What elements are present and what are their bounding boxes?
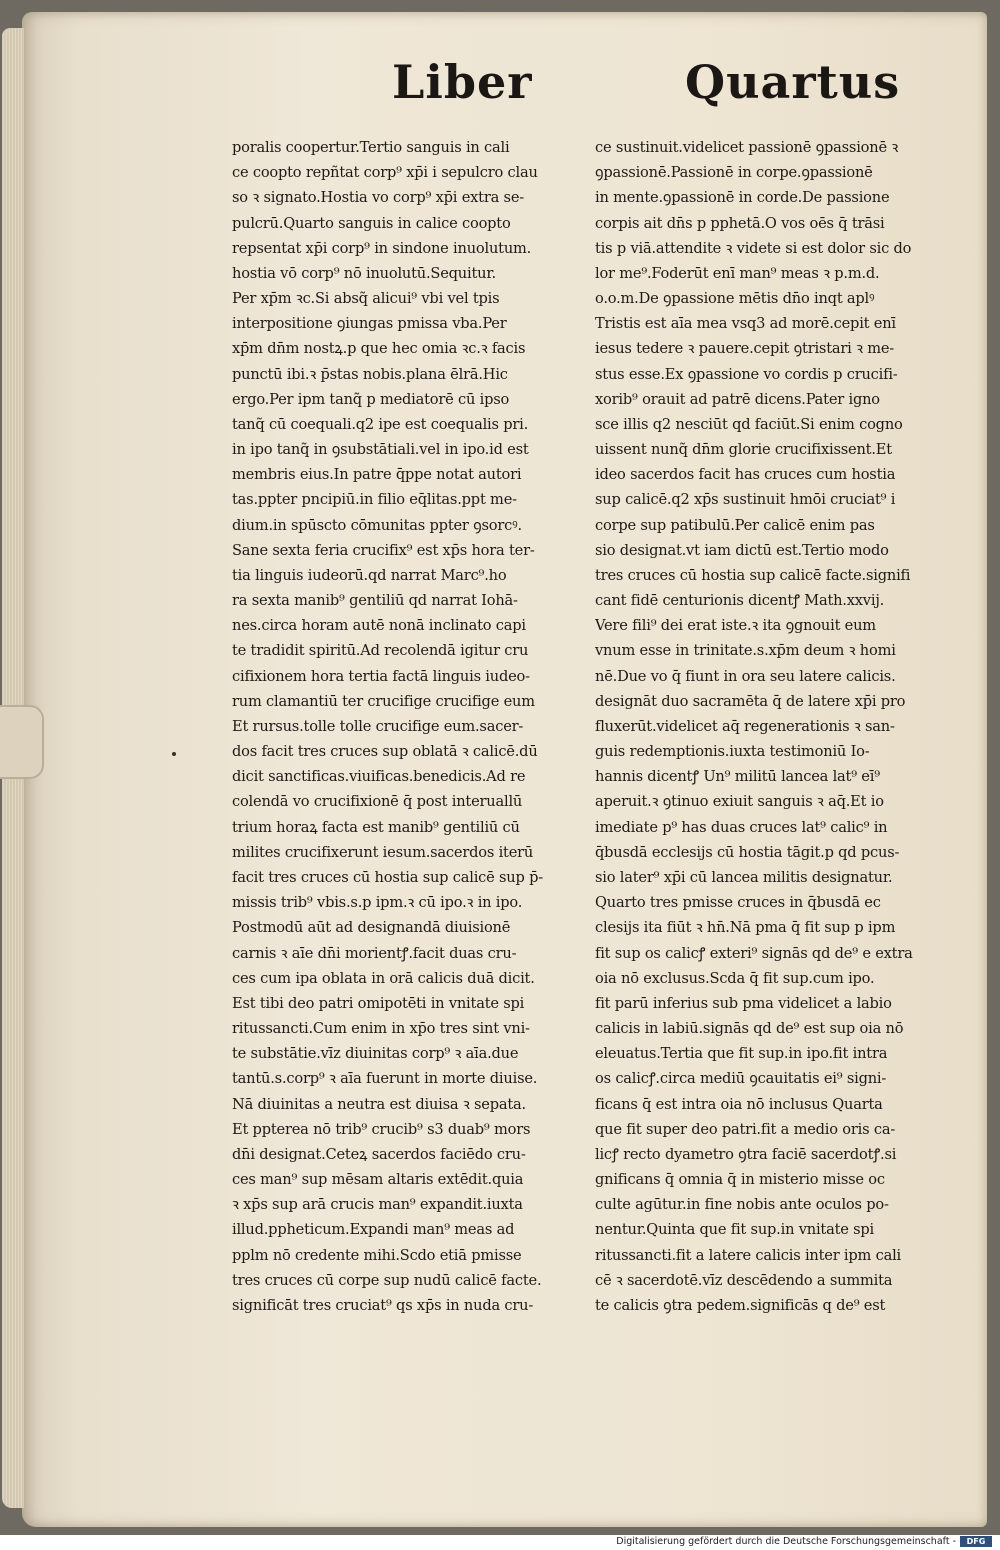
footer-credit: Digitalisierung gefördert durch die Deutsche Forschungsgemeinschaft - [616, 1536, 956, 1547]
text-line: stus esse.Ex ꝯpassione vo cordis p crucifi- [595, 365, 898, 383]
text-line: nentur.Quinta que fit sup.in vnitate spi [595, 1221, 875, 1239]
text-line: pulcrū.Quarto sanguis in calice coopto [232, 214, 511, 232]
text-line: ra sexta manib⁹ gentiliū qd narrat Iohā- [232, 592, 518, 610]
text-line: que fit super deo patri.fit a medio oris ca- [595, 1120, 896, 1138]
text-line: ꝛ xp̄s sup arā crucis man⁹ expandit.iuxta [232, 1196, 523, 1214]
text-line: ficans q̄ est intra oia nō inclusus Quarta [595, 1095, 883, 1113]
text-line: cant fidē centurionis dicentꝭ Math.xxvij. [595, 592, 885, 610]
text-line: tas.ppter pncipiū.in filio eq̄litas.ppt me- [232, 491, 517, 509]
text-line: tantū.s.corp⁹ ꝛ aīa fuerunt in morte diuise. [232, 1070, 538, 1088]
text-line: uissent nunq̃ dn̄m glorie crucifixissent.Et [595, 441, 892, 459]
text-line: te substātie.vīz diuinitas corp⁹ ꝛ aīa.due [232, 1045, 519, 1063]
text-line: xorib⁹ orauit ad patrē dicens.Pater igno [595, 390, 880, 408]
text-line: nes.circa horam autē nonā inclinato capi [232, 617, 526, 635]
text-line: te tradidit spiritū.Ad recolendā igitur cru [232, 642, 529, 660]
text-line: ce sustinuit.videlicet passionē ꝯpassionē ꝛ [595, 139, 899, 156]
text-line: Est tibi deo patri omipotēti in vnitate spi [232, 994, 525, 1012]
text-line: tres cruces cū corpe sup nudū calicē facte. [232, 1271, 542, 1289]
text-line: Et ppterea nō trib⁹ crucib⁹ s3 duab⁹ mors [232, 1120, 531, 1138]
ink-speck [172, 752, 176, 756]
text-line: sio later⁹ xp̄i cū lancea militis designatur. [595, 868, 893, 886]
text-line: te calicis ꝯtra pedem.significās q de⁹ est [595, 1296, 886, 1314]
text-line: tres cruces cū hostia sup calicē facte.signifi [595, 566, 911, 584]
text-line: Postmodū aūt ad designandā diuisionē [232, 919, 511, 937]
text-line: iesus tedere ꝛ pauere.cepit ꝯtristari ꝛ me- [595, 340, 895, 358]
running-head [0, 55, 1000, 125]
running-head-right: Quartus [685, 55, 901, 109]
text-line: corpis ait dn̄s p pphetā.O vos oēs q̄ trāsi [595, 214, 885, 232]
text-line: missis trib⁹ vbis.s.p ipm.ꝛ cū ipo.ꝛ in ipo. [232, 894, 523, 912]
text-line: xp̄m dn̄m nostꝝ.p que hec omia ꝛc.ꝛ facis [232, 340, 526, 358]
text-line: sio designat.vt iam dictū est.Tertio modo [595, 541, 889, 559]
text-line: ritussancti.Cum enim in xp̄o tres sint vni- [232, 1020, 530, 1038]
text-line: q̄busdā ecclesijs cū hostia tāgit.p qd pcus- [595, 843, 900, 861]
text-line: aperuit.ꝛ ꝯtinuo exiuit sanguis ꝛ aq̄.Et io [595, 793, 884, 811]
text-line: culte agūtur.in fine nobis ante oculos po- [595, 1196, 889, 1214]
text-line: poralis coopertur.Tertio sanguis in cali [232, 139, 510, 156]
text-line: in ipo tanq̃ in ꝯsubstātiali.vel in ipo.id est [232, 441, 529, 459]
dfg-logo: DFG [960, 1536, 992, 1547]
text-line: significāt tres cruciat⁹ qs xp̄s in nuda cru- [232, 1296, 534, 1314]
text-line: so ꝛ signato.Hostia vo corp⁹ xp̄i extra se- [232, 189, 524, 207]
text-line: dos facit tres cruces sup oblatā ꝛ calicē.dū [232, 743, 538, 761]
text-line: sup calicē.q2 xp̄s sustinuit hmōi cruciat⁹ i [595, 491, 896, 509]
text-line: ces cum ipa oblata in orā calicis duā dicit. [232, 969, 535, 987]
text-line: gnificans q̄ omnia q̄ in misterio misse oc [595, 1171, 885, 1189]
text-line: clesijs ita fiūt ꝛ hn̄.Nā pma q̄ fit sup p ipm [595, 919, 896, 937]
text-line: punctū ibi.ꝛ p̄stas nobis.plana ēlrā.Hic [232, 365, 508, 383]
text-line: fit parū inferius sub pma videlicet a labio [595, 994, 892, 1012]
text-line: guis redemptionis.iuxta testimoniū Io- [595, 743, 870, 761]
text-line: os calicꝭ.circa mediū ꝯcauitatis ei⁹ signi- [595, 1070, 887, 1088]
text-line: eleuatus.Tertia que fit sup.in ipo.fit intra [595, 1045, 888, 1063]
text-line: dicit sanctificas.viuificas.benedicis.Ad re [232, 768, 526, 786]
text-line: licꝭ recto dyametro ꝯtra faciē sacerdotꝭ.si [595, 1145, 897, 1163]
text-line: ritussancti.fit a latere calicis inter ipm cali [595, 1246, 902, 1264]
text-line: calicis in labiū.signās qd de⁹ est sup oia nō [595, 1020, 904, 1038]
text-line: trium horaꝝ facta est manib⁹ gentiliū cū [232, 818, 520, 836]
text-line: hannis dicentꝭ Un⁹ militū lancea lat⁹ eī⁹ [595, 768, 880, 786]
text-line: ergo.Per ipm tanq̃ p mediatorē cū ipso [232, 390, 510, 408]
text-line: ꝯpassionē.Passionē in corpe.ꝯpassionē [595, 164, 873, 182]
running-head-left: Liber [392, 55, 533, 109]
text-line: rum clamantiū ter crucifige crucifige eum [232, 692, 535, 710]
text-line: ce coopto repñtat corp⁹ xp̄i i sepulcro clau [232, 164, 538, 182]
text-line: tia linguis iudeorū.qd narrat Marc⁹.ho [232, 566, 507, 584]
text-line: Per xp̄m ꝛc.Si absq̃ alicui⁹ vbi vel tpis [232, 290, 500, 308]
text-column-right [595, 135, 965, 1318]
text-line: Tristis est aīa mea vsq3 ad morē.cepit enī [595, 315, 896, 333]
text-line: dn̄i designat.Ceteꝝ sacerdos faciēdo cru- [232, 1145, 526, 1163]
text-line: cifixionem hora tertia factā linguis iudeo- [232, 667, 530, 685]
text-line: o.o.m.De ꝯpassione mētis dn̄o inqt aplꝰ [595, 290, 875, 308]
text-line: fit sup os calicꝭ exteri⁹ signās qd de⁹ e extra [595, 944, 913, 962]
text-line: carnis ꝛ aīe dn̄i morientꝭ.facit duas cru- [232, 944, 517, 962]
text-line: ideo sacerdos facit has cruces cum hostia [595, 466, 896, 484]
text-line: milites crucifixerunt iesum.sacerdos iterū [232, 843, 534, 861]
text-line: ces man⁹ sup mēsam altaris extēdit.quia [232, 1171, 524, 1189]
text-line: tanq̃ cū coequali.q2 ipe est coequalis pri. [232, 415, 529, 433]
text-line: repsentat xp̄i corp⁹ in sindone inuolutum. [232, 239, 532, 257]
text-line: dium.in spūscto cōmunitas ppter ꝯsorcꝰ. [232, 516, 522, 534]
text-line: lor me⁹.Foderūt enī man⁹ meas ꝛ p.m.d. [595, 264, 880, 282]
text-line: colendā vo crucifixionē q̄ post interuallū [232, 793, 523, 811]
bookmark-tab [0, 705, 44, 779]
text-column-left [232, 135, 577, 1318]
text-line: pplm nō credente mihi.Scdo etiā pmisse [232, 1246, 522, 1264]
text-line: designāt duo sacramēta q̄ de latere xp̄i pro [595, 692, 906, 710]
text-line: Nā diuinitas a neutra est diuisa ꝛ sepata. [232, 1095, 526, 1113]
text-line: Quarto tres pmisse cruces in q̄busdā ec [595, 894, 881, 912]
text-line: hostia vō corp⁹ nō inuolutū.Sequitur. [232, 264, 496, 282]
text-line: vnum esse in trinitate.s.xp̄m deum ꝛ homi [595, 642, 896, 660]
text-line: Sane sexta feria crucifix⁹ est xp̄s hora ter- [232, 541, 535, 559]
text-line: membris eius.In patre q̄ppe notat autori [232, 466, 522, 484]
text-line: illud.ppheticum.Expandi man⁹ meas ad [232, 1221, 515, 1239]
text-line: oia nō exclusus.Scda q̄ fit sup.cum ipo. [595, 969, 875, 987]
text-line: cē ꝛ sacerdotē.vīz descēdendo a summita [595, 1271, 893, 1289]
text-line: Et rursus.tolle tolle crucifige eum.sacer- [232, 717, 524, 735]
text-line: in mente.ꝯpassionē in corde.De passione [595, 189, 890, 207]
text-line: Vere fili⁹ dei erat iste.ꝛ ita ꝯgnouit eum [595, 617, 876, 635]
text-line: facit tres cruces cū hostia sup calicē sup p̄- [232, 868, 543, 886]
text-line: imediate p⁹ has duas cruces lat⁹ calic⁹ in [595, 818, 888, 836]
text-line: interpositione ꝯiungas pmissa vba.Per [232, 315, 507, 333]
text-line: sce illis q2 nesciūt qd faciūt.Si enim cogno [595, 415, 903, 433]
text-line: tis p viā.attendite ꝛ videte si est dolor sic do [595, 239, 912, 257]
text-line: fluxerūt.videlicet aq̄ regenerationis ꝛ san- [595, 717, 895, 735]
text-line: nē.Due vo q̄ fiunt in ora seu latere calicis. [595, 667, 896, 685]
text-line: corpe sup patibulū.Per calicē enim pas [595, 516, 875, 534]
